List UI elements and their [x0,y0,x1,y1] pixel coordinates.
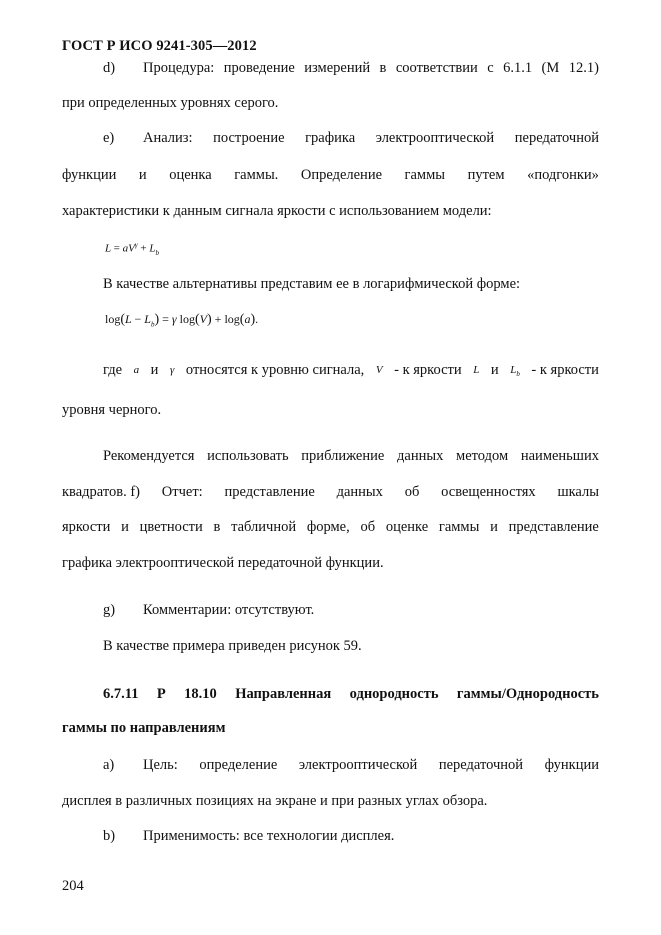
paren: ) [207,312,212,327]
word: Направленная [235,686,332,702]
sym-V: V [375,364,383,376]
sym-plus: + [214,312,222,326]
word: - к яркости [531,362,599,378]
item-e-line2 [62,165,599,185]
sym-a: a [133,364,140,376]
formula-gamma-model [105,237,159,261]
word: шкалы [557,484,599,500]
word: яркости [62,519,111,535]
word: форме, [306,519,350,535]
word: представление [508,519,599,535]
word: 12.1) [568,60,599,76]
word: электрооптической [375,130,495,146]
word: данных [336,484,383,500]
word: путем [467,167,505,183]
word: гаммы. [234,167,279,183]
fn-log: log [179,312,195,326]
word: в [379,60,387,76]
sym-Lb: L [144,312,151,326]
word: однородность [349,686,439,702]
word: квадратов. f) [62,484,140,500]
word: - к яркости [394,362,462,378]
word: графика [305,130,356,146]
item-d-line2: при определенных уровнях серого. [62,95,279,111]
word: соответствии [395,60,478,76]
word: измерений [304,60,371,76]
recommend-line3 [62,517,599,537]
word: определение [199,757,278,773]
sym-sub-b: b [155,248,159,257]
word: гаммы/Однородность [456,686,599,702]
recommend-line2 [62,482,599,502]
word: оценка [169,167,212,183]
word: цветности [139,519,203,535]
item-a-line1 [103,755,599,775]
sym-gamma: γ [171,312,177,326]
word: в [213,519,221,535]
word: наименьших [520,448,599,464]
word: табличной [231,519,297,535]
word: передаточной [514,130,599,146]
recommend-line1 [103,446,599,466]
sym-L: L [510,364,517,376]
word: гаммы [404,167,446,183]
item-d-marker: d) [103,60,116,76]
section-heading-line1 [103,684,599,704]
sym-eq: = [113,242,120,255]
sym-period: . [255,312,259,326]
word: Процедура: [143,60,215,76]
sym-plus: + [140,242,147,255]
item-b-marker: b) [103,828,116,844]
word: освещенностях [441,484,536,500]
item-g-marker: g) [103,602,116,618]
paren: ( [120,312,126,327]
sym-L: L [473,364,480,376]
sym-sub-b: b [516,370,520,379]
paren: ( [194,312,200,327]
item-a-line2: дисплея в различных позициях на экране и при разных углах обзора. [62,793,488,809]
sym-V: V [128,242,135,255]
formula-log-form [105,311,258,332]
sym-V: V [199,312,207,326]
sym-Lb [510,360,520,384]
item-b [103,826,599,846]
word: и [121,519,129,535]
word: функции [544,757,599,773]
sym-eq: = [162,312,169,326]
sym-Lb: L [149,242,156,255]
word: методом [456,448,509,464]
word: Рекомендуется [103,448,195,464]
word: 18.10 [184,686,217,702]
word: проведение [223,60,295,76]
word: «подгонки» [527,167,599,183]
word: с [487,60,494,76]
word: построение [213,130,285,146]
item-a-marker: a) [103,757,115,773]
word: данных [397,448,444,464]
word: и [138,167,147,183]
word: (М [541,60,560,76]
word: и [150,362,159,378]
fn-log: log [105,312,121,326]
sym-a: a [122,242,129,255]
word: где [103,362,123,378]
word: Отчет: [161,484,203,500]
sym-L: L [105,242,111,255]
item-e-line3: характеристики к данным сигнала яркости с использованием модели: [62,203,492,219]
example-text: В качестве примера приведен рисунок 59. [103,638,362,654]
word: Определение [300,167,383,183]
item-e-line1 [103,128,599,148]
word: использовать [207,448,289,464]
word: об [360,519,376,535]
where-line1 [103,360,599,384]
sym-gamma: γ [134,241,138,249]
paren: ( [239,312,245,327]
word: гаммы [438,519,480,535]
recommend-line4: графика электрооптической передаточной функции. [62,555,384,571]
word: и [490,519,498,535]
sym-a: a [244,312,251,326]
word: об [404,484,420,500]
document-header: ГОСТ Р ИСО 9241-305—2012 [62,38,257,54]
sym-L: L [125,312,132,326]
word: Цель: [143,757,178,773]
sym-gamma: γ [170,364,175,376]
word: 6.1.1 [503,60,533,76]
sym-sub-b: b [150,320,155,329]
paren: ) [250,312,256,327]
word: Р [156,686,166,702]
fn-log: log [224,312,240,326]
page-number: 204 [62,878,84,894]
paren: ) [154,312,160,327]
word: относятся к уровню сигнала, [185,362,365,378]
word: и [490,362,499,378]
word: передаточной [438,757,524,773]
word: приближение [301,448,385,464]
word: функции [62,167,117,183]
word: представление [224,484,315,500]
item-g-text: Комментарии: отсутствуют. [143,602,315,618]
where-line2: уровня черного. [62,402,162,418]
section-number: 6.7.11 [103,686,139,702]
section-heading-line2: гаммы по направлениям [62,720,226,736]
word: оценке [385,519,429,535]
word: электрооптической [298,757,418,773]
item-d-line1 [103,58,599,78]
item-e-marker: e) [103,130,115,146]
item-b-text: Применимость: все технологии дисплея. [143,828,395,844]
alt-form-text: В качестве альтернативы представим ее в логарифмической форме: [103,276,521,292]
item-g [103,600,599,620]
sym-minus: − [134,312,142,326]
word: Анализ: [143,130,193,146]
